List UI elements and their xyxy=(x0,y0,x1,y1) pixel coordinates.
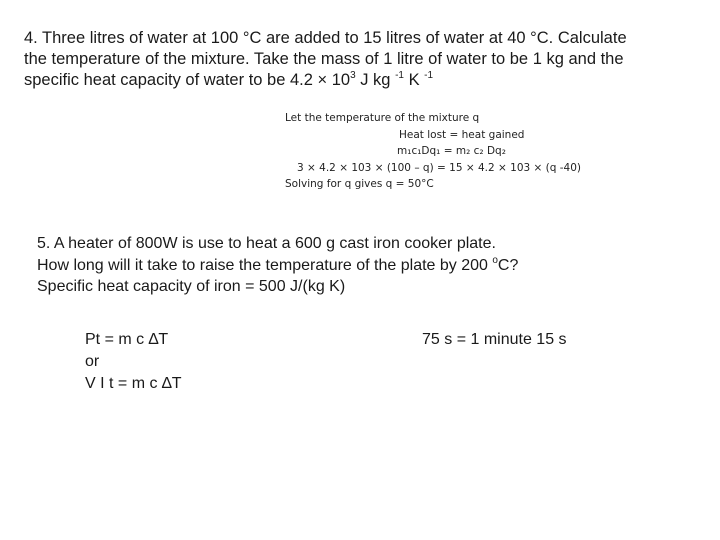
question-5-line-3: Specific heat capacity of iron = 500 J/(kg K) xyxy=(37,278,346,295)
solution-4-line-4: 3 × 4.2 × 103 × (100 – q) = 15 × 4.2 × 103 × (q -40) xyxy=(297,161,582,174)
exponent-minus-1-k: -1 xyxy=(424,70,434,81)
unit-j-kg: J kg xyxy=(355,71,396,89)
equation-or: or xyxy=(85,353,100,370)
question-4-line-3-text: specific heat capacity of water to be 4.2 × 10 xyxy=(24,71,351,89)
question-4-line-1: 4. Three litres of water at 100 °C are added to 15 litres of water at 40 °C. Calculate xyxy=(24,29,627,47)
question-5-line-2-text: How long will it take to raise the temperature of the plate by 200 xyxy=(37,256,493,274)
question-5-line-1: 5. A heater of 800W is use to heat a 600 g cast iron cooker plate. xyxy=(37,235,496,252)
solution-4-line-1: Let the temperature of the mixture q xyxy=(285,112,480,124)
question-4-line-3 xyxy=(24,70,704,91)
exponent-3: 3 xyxy=(350,70,356,81)
solution-4-image xyxy=(285,110,581,193)
answer-5: 75 s = 1 minute 15 s xyxy=(422,331,567,348)
degree-superscript: o xyxy=(492,254,498,266)
question-5-line-2-end: C? xyxy=(497,256,519,274)
question-4-line-2: the temperature of the mixture. Take the mass of 1 litre of water to be 1 kg and the xyxy=(24,50,624,68)
exponent-minus-1-kg: -1 xyxy=(395,70,404,81)
unit-k: K xyxy=(403,71,425,89)
solution-4-line-3: m₁c₁Dq₁ = m₂ c₂ Dq₂ xyxy=(397,145,506,157)
solution-4-line-5: Solving for q gives q = 50°C xyxy=(285,178,434,190)
question-4 xyxy=(24,28,704,91)
solution-5-equations xyxy=(85,329,181,395)
solution-4-line-2: Heat lost = heat gained xyxy=(399,128,525,141)
equation-electrical: V I t = m c ∆T xyxy=(85,375,182,392)
question-5 xyxy=(37,233,677,298)
question-5-line-2 xyxy=(37,255,677,277)
equation-power: Pt = m c ∆T xyxy=(85,331,169,348)
